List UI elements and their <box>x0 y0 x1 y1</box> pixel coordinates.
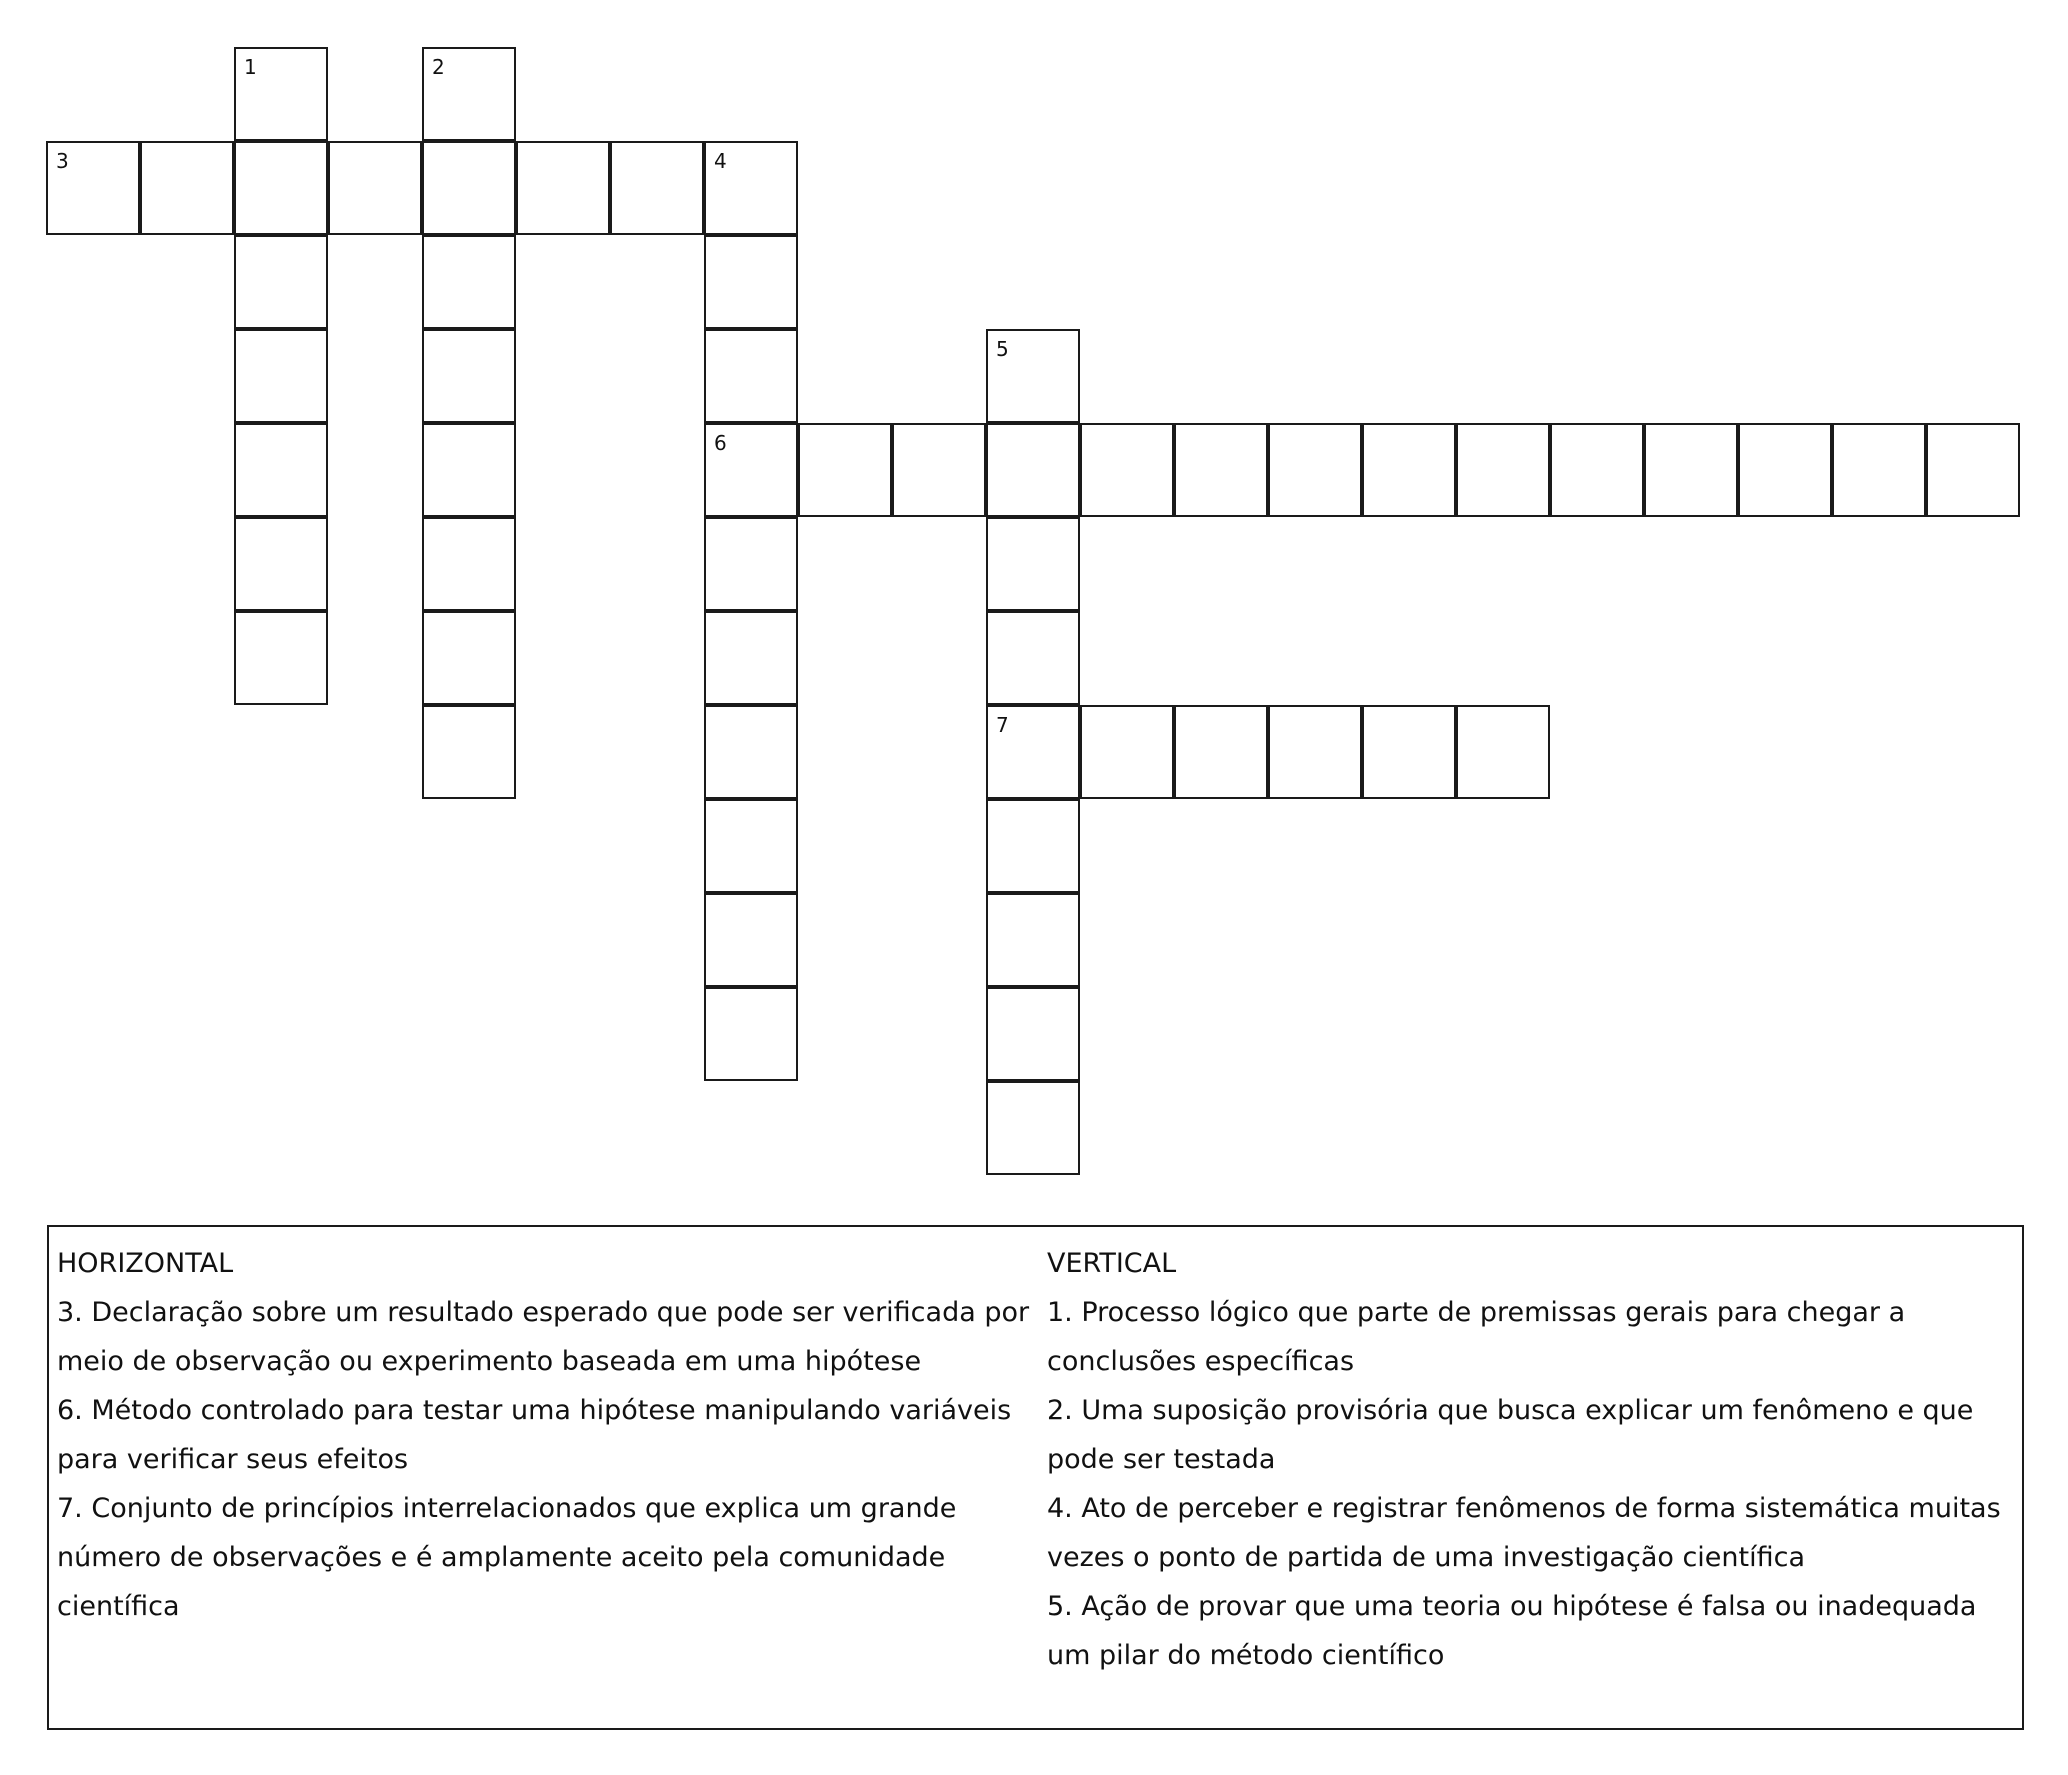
vertical-clues <box>1047 1239 2017 1680</box>
grid-cell[interactable] <box>516 141 610 235</box>
clue-number: 5 <box>996 337 1009 361</box>
grid-cell[interactable] <box>986 799 1080 893</box>
grid-cell[interactable] <box>422 423 516 517</box>
grid-cell[interactable] <box>422 235 516 329</box>
grid-cell[interactable] <box>986 517 1080 611</box>
grid-cell[interactable] <box>234 235 328 329</box>
grid-cell[interactable] <box>986 705 1080 799</box>
grid-cell[interactable] <box>1456 705 1550 799</box>
grid-cell[interactable] <box>422 329 516 423</box>
clue-down-1: 1. Processo lógico que parte de premissas gerais para chegar a conclusões específicas <box>1047 1297 1906 1377</box>
grid-cell[interactable] <box>610 141 704 235</box>
grid-cell[interactable] <box>1362 423 1456 517</box>
clue-number: 6 <box>714 431 727 455</box>
grid-cell[interactable] <box>1456 423 1550 517</box>
grid-cell[interactable] <box>1550 423 1644 517</box>
grid-cell[interactable] <box>1926 423 2020 517</box>
grid-cell[interactable] <box>422 705 516 799</box>
horizontal-heading: HORIZONTAL <box>57 1248 234 1279</box>
clue-across-7: 7. Conjunto de princípios interrelacionados que explica um grande número de observações e é amplamente aceito pela comunidade científica <box>57 1493 957 1622</box>
grid-cell[interactable] <box>234 47 328 141</box>
grid-cell[interactable] <box>704 517 798 611</box>
grid-cell[interactable] <box>422 611 516 705</box>
grid-cell[interactable] <box>234 517 328 611</box>
grid-cell[interactable] <box>1738 423 1832 517</box>
grid-cell[interactable] <box>986 1081 1080 1175</box>
grid-cell[interactable] <box>140 141 234 235</box>
grid-cell[interactable] <box>1174 705 1268 799</box>
grid-cell[interactable] <box>704 235 798 329</box>
grid-cell[interactable] <box>46 141 140 235</box>
grid-cell[interactable] <box>1080 705 1174 799</box>
vertical-heading: VERTICAL <box>1047 1248 1177 1279</box>
grid-cell[interactable] <box>1832 423 1926 517</box>
grid-cell[interactable] <box>1644 423 1738 517</box>
grid-cell[interactable] <box>704 705 798 799</box>
grid-cell[interactable] <box>986 893 1080 987</box>
grid-cell[interactable] <box>798 423 892 517</box>
grid-cell[interactable] <box>1174 423 1268 517</box>
grid-cell[interactable] <box>1362 705 1456 799</box>
grid-cell[interactable] <box>704 141 798 235</box>
grid-cell[interactable] <box>986 987 1080 1081</box>
horizontal-clues <box>57 1239 1047 1631</box>
grid-cell[interactable] <box>234 329 328 423</box>
grid-cell[interactable] <box>704 987 798 1081</box>
clue-number: 4 <box>714 149 727 173</box>
grid-cell[interactable] <box>986 329 1080 423</box>
grid-cell[interactable] <box>328 141 422 235</box>
clue-number: 7 <box>996 713 1009 737</box>
grid-cell[interactable] <box>422 141 516 235</box>
clue-number: 3 <box>56 149 69 173</box>
grid-cell[interactable] <box>1268 705 1362 799</box>
grid-cell[interactable] <box>234 611 328 705</box>
grid-cell[interactable] <box>234 141 328 235</box>
clue-number: 1 <box>244 55 257 79</box>
grid-cell[interactable] <box>892 423 986 517</box>
grid-cell[interactable] <box>1080 423 1174 517</box>
grid-cell[interactable] <box>234 423 328 517</box>
grid-cell[interactable] <box>422 47 516 141</box>
clue-number: 2 <box>432 55 445 79</box>
grid-cell[interactable] <box>986 611 1080 705</box>
grid-cell[interactable] <box>704 893 798 987</box>
grid-cell[interactable] <box>422 517 516 611</box>
clue-down-4: 4. Ato de perceber e registrar fenômenos de forma sistemática muitas vezes o ponto de partida de uma investigação científica <box>1047 1493 2001 1573</box>
clues-box <box>47 1225 2024 1730</box>
clue-down-2: 2. Uma suposição provisória que busca explicar um fenômeno e que pode ser testada <box>1047 1395 1974 1475</box>
grid-cell[interactable] <box>704 329 798 423</box>
grid-cell[interactable] <box>704 423 798 517</box>
grid-cell[interactable] <box>986 423 1080 517</box>
grid-cell[interactable] <box>1268 423 1362 517</box>
clue-across-3: 3. Declaração sobre um resultado esperado que pode ser verificada por meio de observação ou experimento baseada em uma hipótese <box>57 1297 1030 1377</box>
clue-across-6: 6. Método controlado para testar uma hipótese manipulando variáveis para verificar seus efeitos <box>57 1395 1012 1475</box>
grid-cell[interactable] <box>704 799 798 893</box>
clue-down-5: 5. Ação de provar que uma teoria ou hipótese é falsa ou inadequada um pilar do método científico <box>1047 1591 1977 1671</box>
grid-cell[interactable] <box>704 611 798 705</box>
